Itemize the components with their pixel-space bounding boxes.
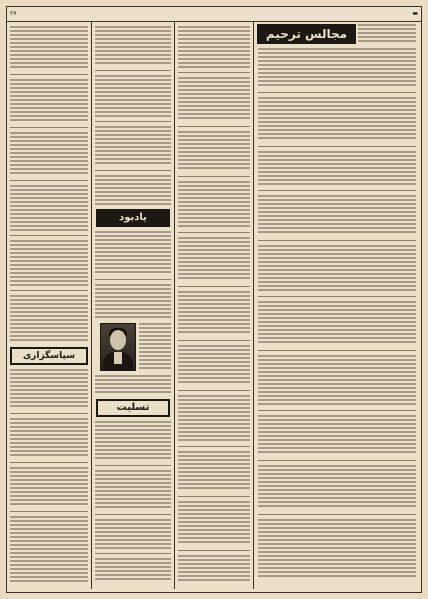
notice-separator (95, 70, 171, 71)
heading-condolence-ceremonies: مجالس ترحیم (257, 24, 356, 44)
notice-separator (178, 496, 250, 497)
notice-separator (178, 446, 250, 447)
notice-separator (178, 390, 250, 391)
text-block (10, 467, 88, 507)
text-block (95, 231, 171, 275)
text-block (95, 375, 171, 395)
text-block (178, 451, 250, 491)
text-block (258, 355, 416, 405)
heading-thanks: سپاسگزاری (10, 347, 88, 365)
notice-separator (258, 92, 416, 93)
text-block (178, 395, 250, 441)
text-block (258, 465, 416, 509)
text-block (258, 195, 416, 235)
notice-separator (95, 514, 171, 515)
notice-separator (178, 286, 250, 287)
text-block (178, 181, 250, 227)
text-block (95, 126, 171, 166)
text-block (258, 151, 416, 185)
text-block (95, 175, 171, 205)
page-number: ۲۷ (10, 10, 17, 17)
notice-separator (258, 350, 416, 351)
text-block (10, 79, 88, 123)
notice-separator (178, 72, 250, 73)
text-block (258, 519, 416, 579)
text-block (95, 558, 171, 582)
notice-separator (95, 553, 171, 554)
notice-separator (178, 126, 250, 127)
text-block (95, 470, 171, 510)
text-block (95, 421, 171, 461)
heading-condolence: تسلیت (96, 399, 170, 417)
text-block (95, 284, 171, 318)
notice-separator (178, 176, 250, 177)
text-block (178, 131, 250, 171)
notice-separator (10, 235, 88, 236)
notice-separator (10, 180, 88, 181)
text-block (358, 24, 416, 44)
notice-separator (258, 296, 416, 297)
text-block (10, 26, 88, 70)
text-block (258, 97, 416, 141)
column-rule (174, 22, 175, 589)
column-rule (253, 22, 254, 589)
page-header-line (6, 8, 422, 20)
notice-separator (258, 460, 416, 461)
text-block (258, 415, 416, 455)
text-block (10, 369, 88, 409)
notice-separator (95, 279, 171, 280)
text-block (10, 240, 88, 286)
text-block (178, 345, 250, 385)
text-block (10, 295, 88, 341)
text-block (95, 519, 171, 549)
text-block (10, 516, 88, 582)
notice-separator (178, 232, 250, 233)
notice-separator (95, 121, 171, 122)
notice-separator (10, 74, 88, 75)
text-block (178, 555, 250, 581)
notice-separator (95, 170, 171, 171)
text-block (10, 132, 88, 176)
text-block (178, 291, 250, 335)
text-block (10, 185, 88, 231)
text-block (10, 418, 88, 458)
portrait-photo (100, 323, 136, 371)
text-block (178, 237, 250, 281)
notice-separator (10, 511, 88, 512)
text-block (258, 245, 416, 291)
notice-separator (10, 127, 88, 128)
notice-separator (178, 550, 250, 551)
notice-separator (95, 465, 171, 466)
header-rule (6, 21, 422, 22)
notice-separator (10, 462, 88, 463)
notice-separator (10, 413, 88, 414)
text-block (95, 26, 171, 66)
notice-separator (178, 340, 250, 341)
notice-separator (258, 514, 416, 515)
text-block (178, 77, 250, 121)
text-block (95, 75, 171, 117)
text-block (258, 301, 416, 345)
date-line: ▬ (412, 10, 418, 17)
notice-separator (10, 290, 88, 291)
text-block (178, 501, 250, 545)
text-block (258, 48, 416, 88)
notice-separator (258, 240, 416, 241)
notice-separator (258, 410, 416, 411)
heading-memorial: یادبود (96, 209, 170, 227)
notice-separator (258, 190, 416, 191)
text-block (178, 26, 250, 68)
notice-separator (258, 146, 416, 147)
column-rule (91, 22, 92, 589)
text-block (139, 323, 171, 371)
